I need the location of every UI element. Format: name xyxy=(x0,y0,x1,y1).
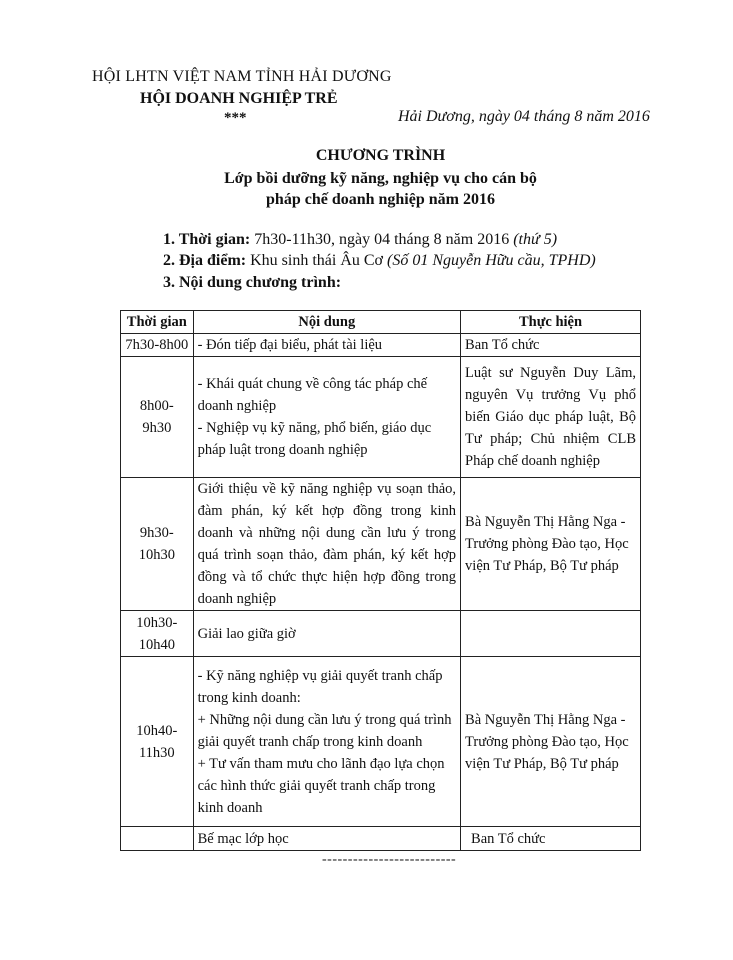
row-time: 9h30- 10h30 xyxy=(121,478,194,611)
header-time: Thời gian xyxy=(121,311,194,334)
info-place xyxy=(163,252,596,270)
footer-divider: -------------------------- xyxy=(322,852,457,867)
row-performer: Bà Nguyễn Thị Hằng Nga - Trưởng phòng Đào tạo, Học viện Tư Pháp, Bộ Tư pháp xyxy=(461,657,641,827)
table-row xyxy=(121,827,641,851)
content-line: Giải lao giữa giờ xyxy=(197,625,296,642)
document-subtitle-line-1: Lớp bồi dưỡng kỹ năng, nghiệp vụ cho cán bộ xyxy=(224,170,537,187)
content-line: - Nghiệp vụ kỹ năng, phổ biến, giáo dục pháp luật trong doanh nghiệp xyxy=(197,420,432,458)
row-content xyxy=(193,478,460,611)
info-content-label: 3. Nội dung chương trình: xyxy=(163,274,342,291)
info-time-value: 7h30-11h30, ngày 04 tháng 8 năm 2016 xyxy=(250,231,514,248)
table-header-row xyxy=(121,311,641,334)
row-performer xyxy=(461,611,641,657)
row-content xyxy=(193,657,460,827)
document-subtitle-line-2: pháp chế doanh nghiệp năm 2016 xyxy=(266,191,495,208)
organization-line-1: HỘI LHTN VIỆT NAM TỈNH HẢI DƯƠNG xyxy=(92,68,392,85)
info-time xyxy=(163,231,557,249)
content-line: Giới thiệu về kỹ năng nghiệp vụ soạn thảo, đàm phán, ký kết hợp đồng trong kinh doanh và những nội dung cần lưu ý trong quá trình soạn thảo, đàm phán, ký kết hợp đồng và tổ chức thực hiện hợp đồng trong doanh nghiệp xyxy=(197,481,457,607)
document-title: CHƯƠNG TRÌNH xyxy=(315,147,446,164)
info-time-note: (thứ 5) xyxy=(513,231,558,248)
content-line: - Đón tiếp đại biểu, phát tài liệu xyxy=(197,337,383,353)
row-time: 10h30- 10h40 xyxy=(121,611,194,657)
row-time xyxy=(121,827,194,851)
organization-line-2: HỘI DOANH NGHIỆP TRẺ xyxy=(140,90,338,107)
table-row xyxy=(121,657,641,827)
info-content xyxy=(163,274,341,292)
schedule-table xyxy=(120,310,641,851)
info-place-label: 2. Địa điểm: xyxy=(163,252,247,269)
content-line: + Tư vấn tham mưu cho lãnh đạo lựa chọn các hình thức giải quyết tranh chấp trong kinh doanh xyxy=(197,755,445,816)
row-time: 7h30-8h00 xyxy=(121,334,194,357)
row-time: 8h00- 9h30 xyxy=(121,357,194,478)
info-place-value: Khu sinh thái Âu Cơ xyxy=(246,252,388,269)
content-line: Bế mạc lớp học xyxy=(197,830,289,847)
table-row xyxy=(121,357,641,478)
row-performer: Bà Nguyễn Thị Hằng Nga - Trưởng phòng Đào tạo, Học viện Tư Pháp, Bộ Tư pháp xyxy=(461,478,641,611)
table-row xyxy=(121,478,641,611)
row-content xyxy=(193,357,460,478)
row-content xyxy=(193,334,460,357)
row-performer: Ban Tổ chức xyxy=(461,827,641,851)
row-time: 10h40- 11h30 xyxy=(121,657,194,827)
info-time-label: 1. Thời gian: xyxy=(163,231,251,248)
content-line: - Kỹ năng nghiệp vụ giải quyết tranh chấp trong kinh doanh: xyxy=(197,667,443,706)
content-line: + Những nội dung cần lưu ý trong quá trình giải quyết tranh chấp trong kinh doanh xyxy=(197,711,452,750)
content-line: - Khái quát chung về công tác pháp chế doanh nghiệp xyxy=(197,376,428,414)
row-performer: Luật sư Nguyễn Duy Lãm, nguyên Vụ trưởng Vụ phổ biến Giáo dục pháp luật, Bộ Tư pháp; Chủ nhiệm CLB Pháp chế doanh nghiệp xyxy=(461,357,641,478)
header-content: Nội dung xyxy=(193,311,460,334)
document-date: Hải Dương, ngày 04 tháng 8 năm 2016 xyxy=(398,108,650,125)
row-content xyxy=(193,611,460,657)
table-row xyxy=(121,611,641,657)
row-content xyxy=(193,827,460,851)
info-place-note: (Số 01 Nguyễn Hữu cầu, TPHD) xyxy=(387,252,596,269)
table-row xyxy=(121,334,641,357)
row-performer: Ban Tổ chức xyxy=(461,334,641,357)
header-performer: Thực hiện xyxy=(461,311,641,334)
separator-stars: *** xyxy=(224,110,247,126)
